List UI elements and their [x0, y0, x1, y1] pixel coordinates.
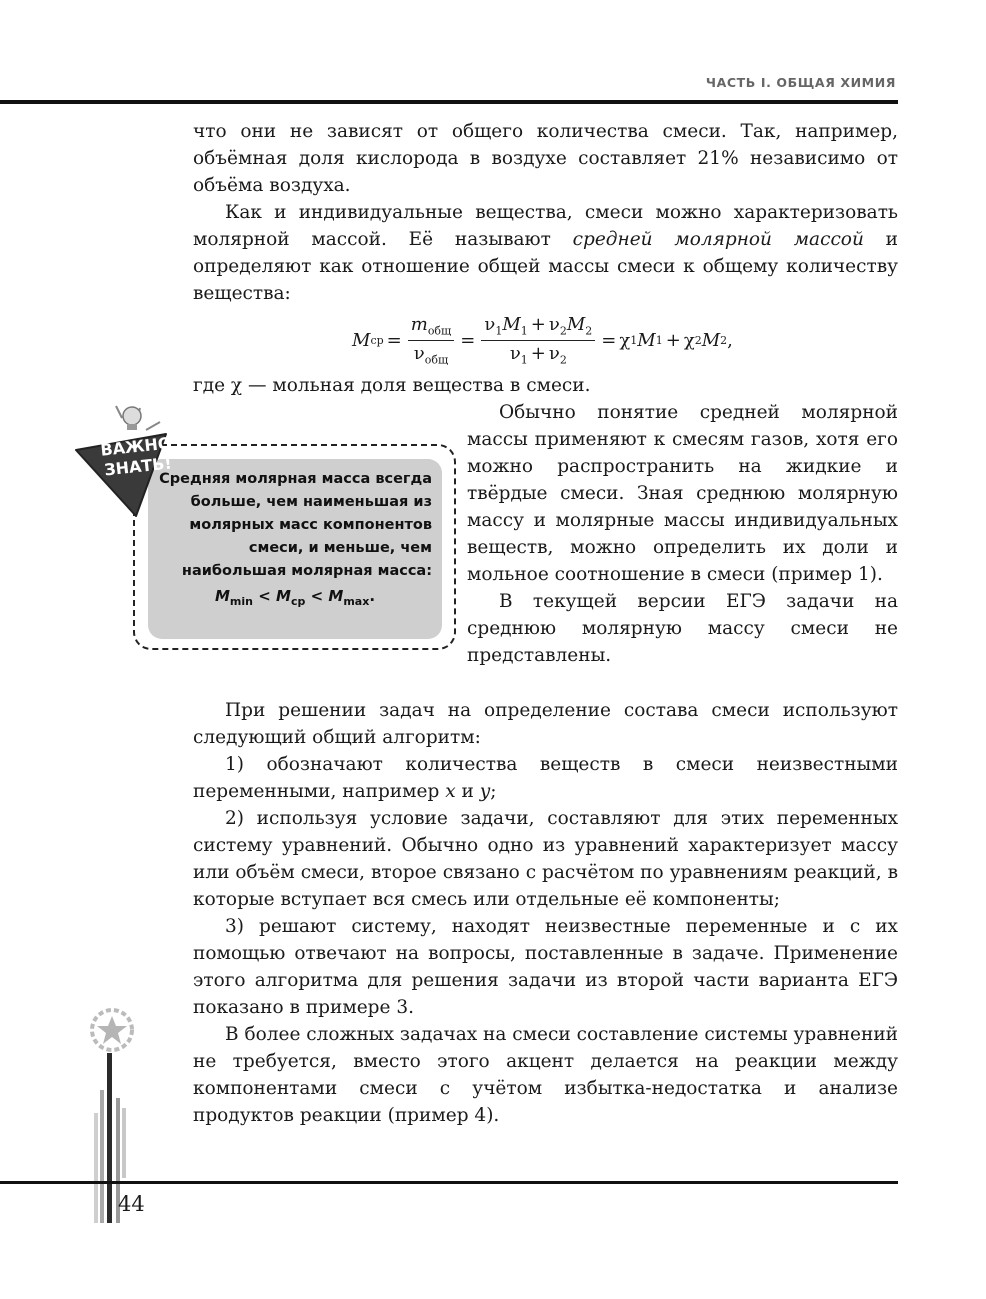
- fraction-weighted-sum: $\frac{\nu_1M_1 + \nu_2M_2}{\nu_1 + \nu_2}$: [481, 314, 595, 366]
- bar-light-1: [94, 1113, 98, 1223]
- decorative-star-bars: [84, 1008, 144, 1223]
- callout-text: Средняя молярная масса всегда больше, чем наименьшая из молярных масс компонентов смеси, и меньше, чем наибольшая молярная масса:: [159, 471, 432, 579]
- header-rule: [0, 100, 898, 104]
- page-number: 44: [118, 1192, 145, 1216]
- paragraph-10: В более сложных задачах на смеси составление системы уравнений не требуется, вместо этого акцент делается на реакции между компонентами смеси с учётом избытка-недостатка и анализе продуктов реакции (пример 4).: [193, 1024, 898, 1126]
- paragraph-6: При решении задач на определение состава смеси используют следующий общий алгоритм:: [193, 700, 898, 748]
- footer-rule: [0, 1181, 898, 1184]
- badge-label: ВАЖНО ЗНАТЬ!: [99, 433, 173, 480]
- running-header: ЧАСТЬ I. ОБЩАЯ ХИМИЯ: [705, 75, 896, 90]
- paragraph-4: Обычно понятие средней молярной массы применяют к смесям газов, хотя его можно распространить на жидкие и твёрдые смеси. Зная среднюю молярную массу и молярные массы индивидуальных веществ, можно определить их доли и мольное соотношение в смеси (пример 1).: [467, 402, 898, 585]
- paragraph-5: В текущей версии ЕГЭ задачи на среднюю молярную массу смеси не представлены.: [467, 591, 898, 666]
- term-average-molar-mass: средней молярной массой: [572, 229, 864, 250]
- paragraph-3: где χ — мольная доля вещества в смеси.: [193, 375, 591, 396]
- bar-light-4: [122, 1108, 126, 1178]
- main-text-bottom: [193, 697, 898, 1129]
- callout-inequality: $M_{min} < M_{ср} < M_{max}$.: [214, 587, 376, 608]
- paragraph-9: 3) решают систему, находят неизвестные переменные и с их помощью отвечают на вопросы, поставленные в задаче. Применение этого алгоритма для решения задачи из второй части варианта ЕГЭ показано в примере 3.: [193, 916, 898, 1018]
- paragraph-1: что они не зависят от общего количества смеси. Так, например, объёмная доля кислорода в воздухе составляет 21% независимо от объёма воздуха.: [193, 121, 898, 196]
- main-text-top: [193, 118, 898, 307]
- paragraph-3-block: [193, 372, 898, 399]
- fraction-mass-over-amount: $\frac{m_{общ}}{\nu_{общ}}$: [408, 314, 455, 366]
- paragraph-2: Как и индивидуальные вещества, смеси можно характеризовать молярной массой. Её называют средней молярной массой и определяют как отношение общей массы смеси к общему количеству вещества:: [193, 202, 898, 304]
- important-callout: [148, 459, 442, 639]
- lightbulb-icon: [116, 406, 160, 430]
- star-wreath-icon: [92, 1010, 132, 1050]
- side-text: [467, 399, 898, 669]
- average-molar-mass-formula: M ср = $\frac{m_{общ}}{\nu_{общ}}$ = $\frac{\nu_1M_1 + \nu_2M_2}{\nu_1 + \nu_2}$ = χ 1 M 1 + χ 2 M 2 ,: [352, 313, 733, 367]
- bar-dark: [107, 1053, 112, 1223]
- paragraph-8: 2) используя условие задачи, составляют для этих переменных систему уравнений. Обычно одно из уравнений характеризует массу или объём смеси, второе связано с расчётом по уравнениям реакций, в которые вступает вся смесь или отдельные её компоненты;: [193, 808, 898, 910]
- paragraph-7: 1) обозначают количества веществ в смеси неизвестными переменными, например x и y;: [193, 754, 898, 802]
- bar-light-2: [100, 1090, 104, 1223]
